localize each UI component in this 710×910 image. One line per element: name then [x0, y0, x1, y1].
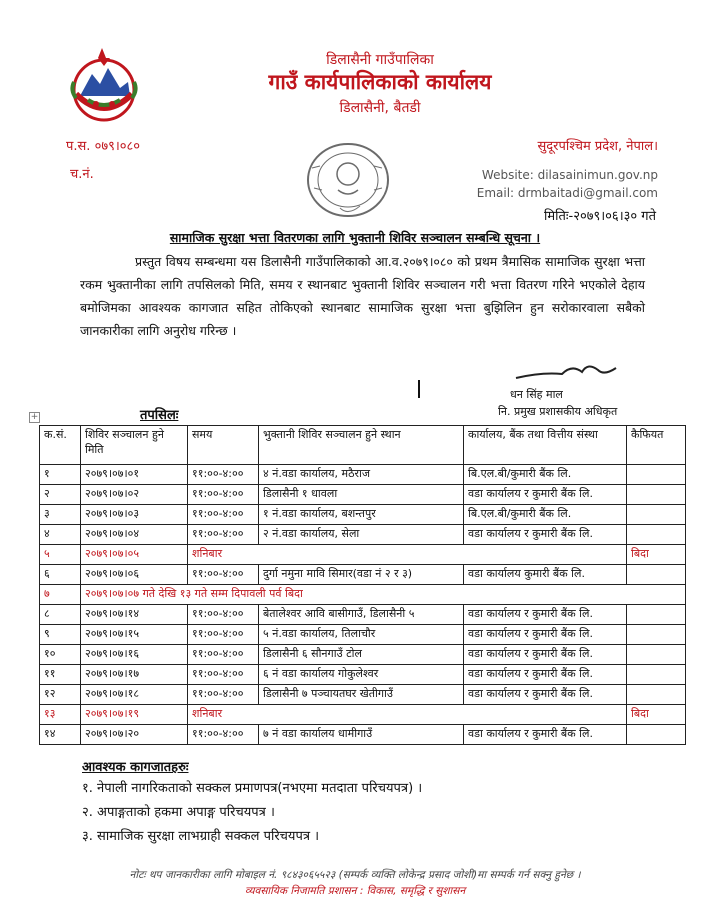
- cell-date: २०७९।०७।०३: [81, 505, 188, 525]
- cell-serial: १४: [40, 725, 81, 745]
- cell-time: ११:००-४:००: [188, 645, 259, 665]
- cell-remarks: [627, 565, 686, 585]
- cell-institution: वडा कार्यालय र कुमारी बैंक लि.: [464, 725, 627, 745]
- header-date: शिविर सञ्चालन हुने मिति: [81, 426, 188, 465]
- cell-serial: ८: [40, 605, 81, 625]
- document-item: ३. सामाजिक सुरक्षा लाभग्राही सक्कल परिचयपत्र ।: [82, 829, 320, 844]
- cell-serial: १३: [40, 705, 81, 725]
- cell-date: २०७९।०७।१७: [81, 665, 188, 685]
- organization-name: डिलासैनी गाउँपालिका: [326, 52, 434, 68]
- cell-place: डिलासैनी ७ पञ्चायतघर खेतीगाउँ: [259, 685, 464, 705]
- cell-institution: वडा कार्यालय र कुमारी बैंक लि.: [464, 485, 627, 505]
- cell-date: २०७९।०७।०५: [81, 545, 188, 565]
- table-row-holiday: [40, 705, 686, 725]
- cell-time: ११:००-४:००: [188, 505, 259, 525]
- cell-time: ११:००-४:००: [188, 485, 259, 505]
- email-link[interactable]: Email: drmbaitadi@gmail.com: [476, 186, 658, 200]
- cell-place: ५ नं.वडा कार्यालय, तिलाचौर: [259, 625, 464, 645]
- cell-time: ११:००-४:००: [188, 465, 259, 485]
- cell-remarks: [627, 725, 686, 745]
- cell-institution: वडा कार्यालय र कुमारी बैंक लि.: [464, 645, 627, 665]
- website-link[interactable]: Website: dilasainimun.gov.np: [481, 168, 658, 182]
- table-move-handle-icon[interactable]: +: [30, 412, 39, 422]
- document-item: १. नेपाली नागरिकताको सक्कल प्रमाणपत्र(नभएमा मतदाता परिचयपत्र) ।: [82, 781, 423, 796]
- cell-remarks: [627, 605, 686, 625]
- footer-note: नोटः थप जानकारीका लागि मोबाइल नं. ९८४३०६५५२३ (सम्पर्क व्यक्ति लोकेन्द्र प्रसाद जोशी)मा सम्पर्क गर्न सक्नु हुनेछ ।: [129, 869, 581, 881]
- cell-place: ४ नं.वडा कार्यालय, मठैराज: [259, 465, 464, 485]
- details-heading: तपसिलः: [140, 408, 179, 423]
- cell-place: बेतालेश्वर आवि बासीगाउँ, डिलासैनी ५: [259, 605, 464, 625]
- header-remarks: कैफियत: [627, 426, 686, 465]
- cell-time: ११:००-४:००: [188, 625, 259, 645]
- header-time: समय: [188, 426, 259, 465]
- cell-remarks: [627, 685, 686, 705]
- cell-place: डिलासैनी ६ सौनगाउँ टोल: [259, 645, 464, 665]
- cell-serial: ५: [40, 545, 81, 565]
- cell-remarks: [627, 625, 686, 645]
- cell-time: ११:००-४:००: [188, 605, 259, 625]
- cell-date: २०७९।०७।१४: [81, 605, 188, 625]
- cell-serial: १: [40, 465, 81, 485]
- document-item: २. अपाङ्गताको हकमा अपाङ्ग परिचयपत्र ।: [82, 805, 275, 820]
- cell-holiday-label: शनिबार: [188, 705, 627, 725]
- cell-serial: ३: [40, 505, 81, 525]
- cell-serial: ४: [40, 525, 81, 545]
- cell-remarks: [627, 645, 686, 665]
- cell-institution: वडा कार्यालय र कुमारी बैंक लि.: [464, 685, 627, 705]
- table-row: [40, 465, 686, 485]
- office-stamp-icon: [300, 138, 396, 222]
- cell-serial: २: [40, 485, 81, 505]
- schedule-table: [39, 425, 686, 745]
- header-serial: क.सं.: [40, 426, 81, 465]
- cell-date: २०७९।०७।०४: [81, 525, 188, 545]
- province-label: सुदूरपश्चिम प्रदेश, नेपाल।: [537, 139, 658, 154]
- table-row: [40, 645, 686, 665]
- cell-date: २०७९।०७।१९: [81, 705, 188, 725]
- cell-date: २०७९।०७।१५: [81, 625, 188, 645]
- cell-place: डिलासैनी १ धावला: [259, 485, 464, 505]
- cell-institution: वडा कार्यालय र कुमारी बैंक लि.: [464, 625, 627, 645]
- cell-time: ११:००-४:००: [188, 725, 259, 745]
- table-row-festival: [40, 585, 686, 605]
- table-row: [40, 625, 686, 645]
- cell-place: १ नं.वडा कार्यालय, बशन्तपुर: [259, 505, 464, 525]
- table-row: [40, 725, 686, 745]
- cell-institution: बि.एल.बी/कुमारी बैंक लि.: [464, 465, 627, 485]
- signer-title: नि. प्रमुख प्रशासकीय अधिकृत: [498, 405, 618, 418]
- signature-icon: [512, 358, 622, 384]
- cell-institution: वडा कार्यालय कुमारी बैंक लि.: [464, 565, 627, 585]
- cell-date: २०७९।०७।०२: [81, 485, 188, 505]
- cell-place: ७ नं वडा कार्यालय धामीगाउँ: [259, 725, 464, 745]
- cell-institution: बि.एल.बी/कुमारी बैंक लि.: [464, 505, 627, 525]
- cell-serial: १२: [40, 685, 81, 705]
- cell-remarks: [627, 525, 686, 545]
- cell-serial: ६: [40, 565, 81, 585]
- office-name: गाउँ कार्यपालिकाको कार्यालय: [268, 70, 492, 94]
- dispatch-number: च.नं.: [70, 167, 94, 182]
- cell-time: ११:००-४:००: [188, 665, 259, 685]
- table-row-holiday: [40, 545, 686, 565]
- cell-festival-label: २०७९।०७।०७ गते देखि १३ गते सम्म दिपावली पर्व बिदा: [81, 585, 686, 605]
- notice-body: प्रस्तुत विषय सम्बन्धमा यस डिलासैनी गाउँपालिकाको आ.व.२०७९।०८० को प्रथम त्रैमासिक सामाजिक सुरक्षा भत्ता रकम भुक्तानीका लागि तपसिलको मिति, समय र स्थानबाट भुक्तानी शिविर सञ्चालन गरी भत्ता वितरण गरिने भएकोले देहाय बमोजिमका आवश्यक कागजात सहित तोकिएको स्थानबाट सामाजिक सुरक्षा भत्ता बुझिलिन हुन सरोकारवाला सबैको जानकारीका लागि अनुरोध गरिन्छ ।: [80, 254, 645, 338]
- cell-date: २०७९।०७।१६: [81, 645, 188, 665]
- cell-date: २०७९।०७।२०: [81, 725, 188, 745]
- cell-place: २ नं.वडा कार्यालय, सेला: [259, 525, 464, 545]
- cell-serial: १०: [40, 645, 81, 665]
- table-row: [40, 685, 686, 705]
- cell-remarks: [627, 505, 686, 525]
- cell-remarks: [627, 465, 686, 485]
- table-row: [40, 485, 686, 505]
- cell-place: ६ नं वडा कार्यालय गोकुलेश्वर: [259, 665, 464, 685]
- cell-institution: वडा कार्यालय र कुमारी बैंक लि.: [464, 605, 627, 625]
- signer-name: धन सिंह माल: [510, 388, 563, 401]
- table-row: [40, 525, 686, 545]
- header-place: भुक्तानी शिविर सञ्चालन हुने स्थान: [259, 426, 464, 465]
- cell-date: २०७९।०७।०६: [81, 565, 188, 585]
- nepal-emblem-icon: [62, 44, 146, 128]
- cell-time: ११:००-४:००: [188, 565, 259, 585]
- cell-time: ११:००-४:००: [188, 525, 259, 545]
- cell-date: २०७९।०७।१८: [81, 685, 188, 705]
- issue-date: मितिः-२०७९।०६।३० गते: [543, 209, 656, 224]
- cell-serial: ११: [40, 665, 81, 685]
- cell-remarks: [627, 485, 686, 505]
- notice-subject: [0, 229, 710, 246]
- cell-remarks: बिदा: [627, 705, 686, 725]
- reference-number: प.स. ०७९।०८०: [66, 139, 141, 154]
- footer-slogan: व्यवसायिक निजामति प्रशासन : विकास, समृद्धि र सुशासन: [244, 885, 466, 897]
- table-row: [40, 665, 686, 685]
- cell-serial: ७: [40, 585, 81, 605]
- table-row: [40, 605, 686, 625]
- cell-institution: वडा कार्यालय र कुमारी बैंक लि.: [464, 665, 627, 685]
- cell-remarks: बिदा: [627, 545, 686, 565]
- cell-remarks: [627, 665, 686, 685]
- table-row: [40, 565, 686, 585]
- header-institution: कार्यालय, बैंक तथा वित्तीय संस्था: [464, 426, 627, 465]
- required-documents-heading: आवश्यक कागजातहरुः: [82, 760, 189, 775]
- office-address: डिलासैनी, बैतडी: [339, 100, 421, 116]
- cell-holiday-label: शनिबार: [188, 545, 627, 565]
- cell-time: ११:००-४:००: [188, 685, 259, 705]
- table-header-row: [40, 426, 686, 465]
- cell-serial: ९: [40, 625, 81, 645]
- table-row: [40, 505, 686, 525]
- notice-subject-text: सामाजिक सुरक्षा भत्ता वितरणका लागि भुक्तानी शिविर सञ्चालन सम्बन्धि सूचना ।: [169, 230, 541, 245]
- cell-date: २०७९।०७।०१: [81, 465, 188, 485]
- text-cursor: [418, 380, 420, 398]
- cell-institution: वडा कार्यालय र कुमारी बैंक लि.: [464, 525, 627, 545]
- cell-place: दुर्गा नमुना मावि सिमार(वडा नं २ र ३): [259, 565, 464, 585]
